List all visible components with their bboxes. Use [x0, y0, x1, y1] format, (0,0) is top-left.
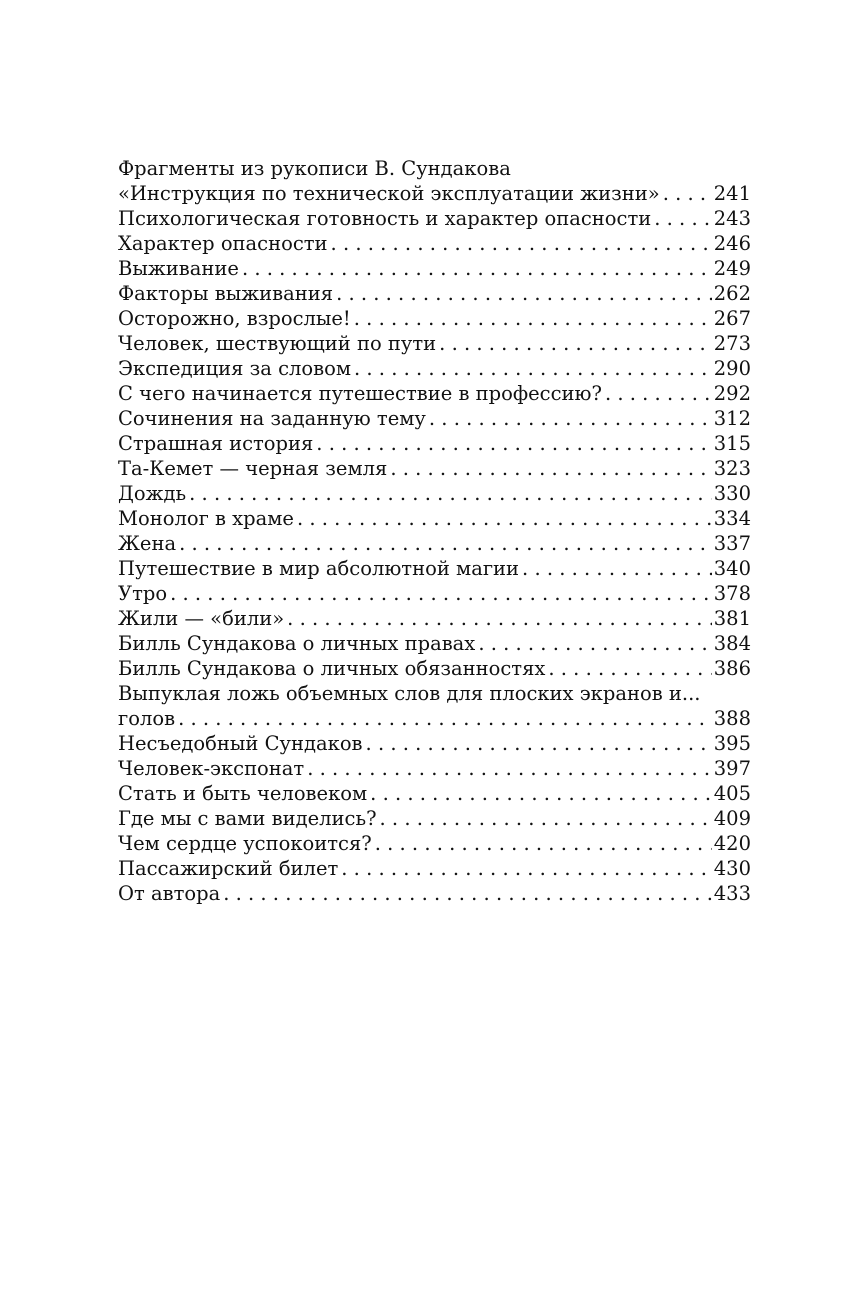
toc-entry	[118, 181, 751, 206]
toc-entry-title: Человек, шествующий по пути	[118, 332, 437, 355]
dot-leader	[354, 356, 712, 381]
toc-entry-wrapped-first-line	[118, 681, 751, 706]
toc-entry-title: Экспедиция за словом	[118, 357, 352, 380]
toc-entry-page: 430	[713, 857, 751, 880]
toc-entry	[118, 356, 751, 381]
toc-entry-page: 340	[713, 557, 751, 580]
dot-leader	[341, 856, 711, 881]
toc-heading: Фрагменты из рукописи В. Сундакова	[118, 157, 511, 180]
toc-entry	[118, 781, 751, 806]
toc-entry-title: Факторы выживания	[118, 282, 334, 305]
toc-entry-title: Жили — «били»	[118, 607, 285, 630]
dot-leader	[307, 756, 712, 781]
toc-entry	[118, 506, 751, 531]
toc-entry-page: 267	[713, 307, 751, 330]
toc-entry-title: Билль Сундакова о личных обязанностях	[118, 657, 546, 680]
toc-entry-page: 337	[713, 532, 751, 555]
toc-entry-title: Дождь	[118, 482, 187, 505]
toc-entry-title: Утро	[118, 582, 168, 605]
toc-entry-title: Человек-экспонат	[118, 757, 305, 780]
toc-entry-page: 290	[713, 357, 751, 380]
toc-entry-title: Выживание	[118, 257, 239, 280]
toc-entry	[118, 206, 751, 231]
toc-entry-title: Характер опасности	[118, 232, 328, 255]
toc-entry-wrapped-second-line	[118, 706, 751, 731]
toc-entry-title: Монолог в храме	[118, 507, 294, 530]
dot-leader	[331, 231, 712, 256]
toc-entry-page: 273	[713, 332, 751, 355]
toc-entry-page: 330	[713, 482, 751, 505]
toc-entry	[118, 281, 751, 306]
dot-leader	[179, 531, 712, 556]
toc-entry-page: 262	[713, 282, 751, 305]
toc-entry-page: 323	[713, 457, 751, 480]
toc-entry-title: Где мы с вами виделись?	[118, 807, 377, 830]
toc-entry-title: Жена	[118, 532, 177, 555]
toc-entry	[118, 656, 751, 681]
dot-leader	[223, 881, 712, 906]
toc-entry	[118, 556, 751, 581]
toc-entry-title: Выпуклая ложь объемных слов для плоских экранов и...	[118, 682, 701, 705]
toc-entry-title: Психологическая готовность и характер опасности	[118, 207, 652, 230]
toc-entry-page: 395	[713, 732, 751, 755]
toc-entry-page: 241	[713, 182, 751, 205]
dot-leader	[170, 581, 712, 606]
toc-entry-page: 378	[713, 582, 751, 605]
dot-leader	[439, 331, 712, 356]
toc-entry-page: 409	[713, 807, 751, 830]
toc-entry-title: Путешествие в мир абсолютной магии	[118, 557, 520, 580]
toc-entry-title: Билль Сундакова о личных правах	[118, 632, 476, 655]
toc-entry	[118, 381, 751, 406]
toc-entry-title: голов	[118, 707, 176, 730]
toc-entry	[118, 406, 751, 431]
dot-leader	[178, 706, 712, 731]
dot-leader	[390, 456, 711, 481]
toc-entry	[118, 806, 751, 831]
dot-leader	[654, 206, 712, 231]
toc-entry-title: Сочинения на заданную тему	[118, 407, 426, 430]
toc-entry-page: 405	[713, 782, 751, 805]
toc-entry	[118, 456, 751, 481]
dot-leader	[316, 431, 711, 456]
toc-entry-page: 334	[713, 507, 751, 530]
dot-leader	[297, 506, 712, 531]
dot-leader	[429, 406, 712, 431]
dot-leader	[189, 481, 712, 506]
toc-entry	[118, 731, 751, 756]
toc-entry-page: 246	[713, 232, 751, 255]
dot-leader	[548, 656, 711, 681]
dot-leader	[287, 606, 712, 631]
toc-entry-page: 433	[713, 882, 751, 905]
toc-entry-title: Несъедобный Сундаков	[118, 732, 363, 755]
table-of-contents	[118, 156, 751, 906]
toc-entry-title: С чего начинается путешествие в профессию?	[118, 382, 602, 405]
dot-leader	[663, 181, 712, 206]
toc-entry-title: Чем сердце успокоится?	[118, 832, 372, 855]
dot-leader	[478, 631, 711, 656]
dot-leader	[366, 731, 712, 756]
toc-entry	[118, 306, 751, 331]
toc-entry	[118, 256, 751, 281]
dot-leader	[354, 306, 712, 331]
dot-leader	[370, 781, 712, 806]
dot-leader	[380, 806, 712, 831]
dot-leader	[336, 281, 712, 306]
toc-entry	[118, 431, 751, 456]
toc-entry	[118, 481, 751, 506]
toc-entry-title: Та-Кемет — черная земля	[118, 457, 388, 480]
toc-entry-title: Осторожно, взрослые!	[118, 307, 351, 330]
toc-entry-page: 420	[713, 832, 751, 855]
toc-entry-title: Страшная история	[118, 432, 314, 455]
toc-entry	[118, 331, 751, 356]
toc-entry-page: 315	[713, 432, 751, 455]
toc-entry	[118, 581, 751, 606]
toc-entry-title: От автора	[118, 882, 221, 905]
dot-leader	[522, 556, 712, 581]
toc-entry-page: 381	[713, 607, 751, 630]
toc-entry	[118, 856, 751, 881]
toc-entry-page: 312	[713, 407, 751, 430]
toc-entry	[118, 531, 751, 556]
toc-entry-page: 386	[713, 657, 751, 680]
toc-entry-title: Стать и быть человеком	[118, 782, 368, 805]
dot-leader	[242, 256, 712, 281]
toc-entry	[118, 606, 751, 631]
toc-entry-title: «Инструкция по технической эксплуатации жизни»	[118, 182, 660, 205]
toc-entry-title: Пассажирский билет	[118, 857, 339, 880]
toc-entry	[118, 631, 751, 656]
dot-leader	[605, 381, 712, 406]
toc-entry-page: 384	[713, 632, 751, 655]
toc-entry-page: 249	[713, 257, 751, 280]
toc-entry	[118, 231, 751, 256]
dot-leader	[375, 831, 712, 856]
toc-entry-page: 397	[713, 757, 751, 780]
toc-entry-page: 292	[713, 382, 751, 405]
toc-entry	[118, 831, 751, 856]
toc-entry-page: 388	[713, 707, 751, 730]
toc-entry	[118, 881, 751, 906]
toc-entry	[118, 756, 751, 781]
toc-heading-line	[118, 156, 751, 181]
toc-entry-page: 243	[713, 207, 751, 230]
